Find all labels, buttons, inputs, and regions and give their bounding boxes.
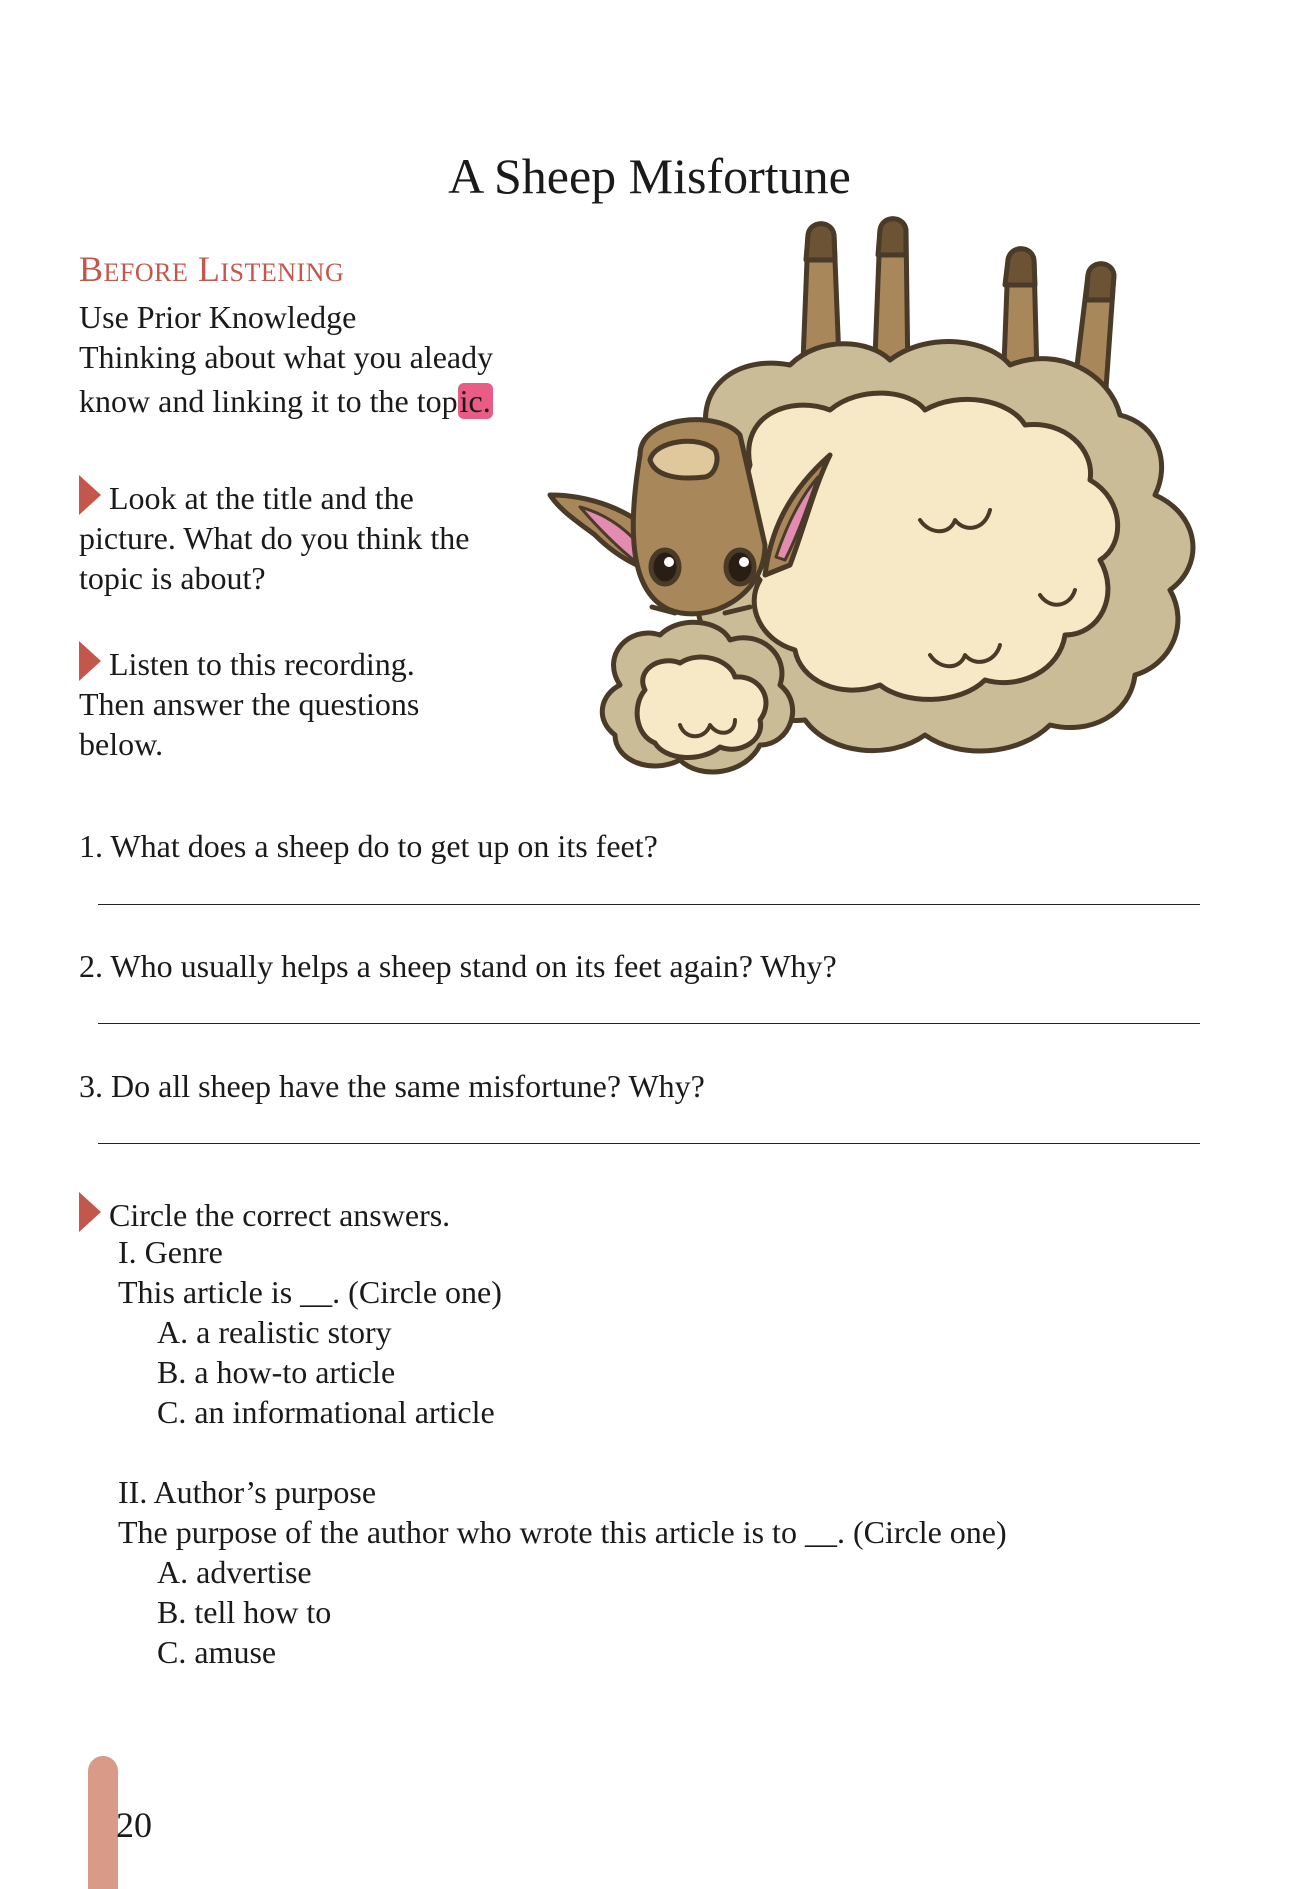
prompt-look: Look at the title and the picture. What do you think the topic is about? [79, 475, 469, 598]
triangle-bullet-icon [79, 475, 101, 515]
triangle-bullet-icon [79, 641, 101, 681]
purpose-option-a[interactable]: A. advertise [157, 1554, 312, 1590]
genre-option-a[interactable]: A. a realistic story [157, 1314, 392, 1350]
intro-line-3: know and linking it to the topic. [79, 383, 491, 419]
genre-heading: I. Genre [118, 1234, 223, 1270]
prompt-circle: Circle the correct answers. [79, 1192, 450, 1235]
page-number: 20 [116, 1805, 152, 1845]
highlight-mark: ic. [459, 383, 491, 419]
answer-line-2[interactable] [98, 1023, 1200, 1024]
question-3: 3. Do all sheep have the same misfortune? Why? [79, 1068, 705, 1104]
prompt-listen: Listen to this recording. Then answer the questions below. [79, 641, 419, 764]
purpose-option-b[interactable]: B. tell how to [157, 1594, 332, 1630]
section-heading-before-listening: BEFORE LISTENING [79, 249, 345, 289]
purpose-option-c[interactable]: C. amuse [157, 1634, 277, 1670]
purpose-heading: II. Author’s purpose [118, 1474, 377, 1510]
answer-line-1[interactable] [98, 904, 1200, 905]
intro-line-2: Thinking about what you aleady [79, 339, 494, 375]
genre-option-b[interactable]: B. a how-to article [157, 1354, 396, 1390]
question-1: 1. What does a sheep do to get up on its feet? [79, 828, 658, 864]
answer-line-3[interactable] [98, 1143, 1200, 1144]
sheep-illustration [540, 215, 1210, 815]
genre-option-c[interactable]: C. an informational article [157, 1394, 495, 1430]
page-title: A Sheep Misfortune [448, 148, 851, 204]
question-2: 2. Who usually helps a sheep stand on its feet again? Why? [79, 948, 837, 984]
page-number-tab [88, 1756, 118, 1889]
genre-stem: This article is __. (Circle one) [118, 1274, 502, 1310]
triangle-bullet-icon [79, 1192, 101, 1232]
intro-text [79, 297, 493, 421]
intro-line-1: Use Prior Knowledge [79, 299, 357, 335]
purpose-stem: The purpose of the author who wrote this article is to __. (Circle one) [118, 1514, 1007, 1550]
